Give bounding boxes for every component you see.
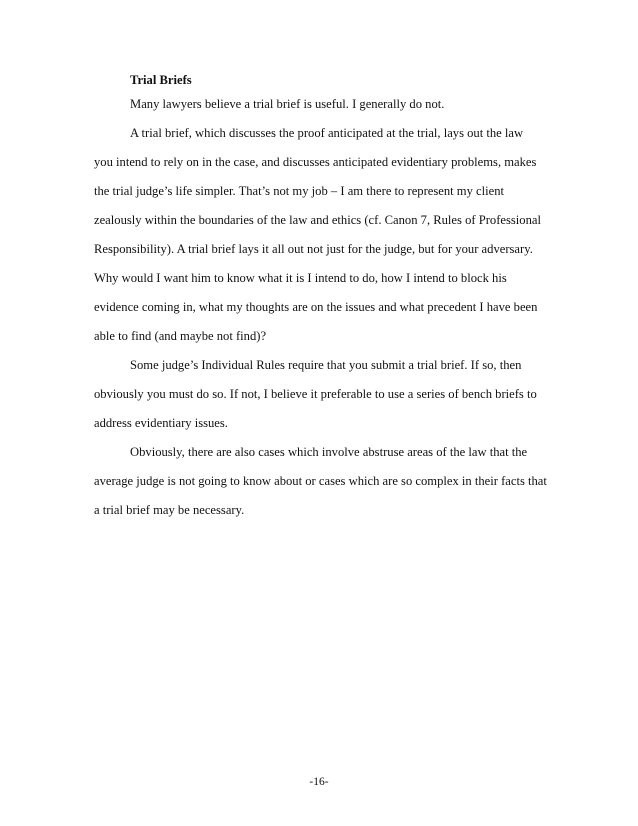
page-number: -16- (309, 776, 329, 788)
paragraph-2-line-7: evidence coming in, what my thoughts are on the issues and what precedent I have been (94, 300, 538, 314)
paragraph-3-line-1: Some judge’s Individual Rules require that you submit a trial brief. If so, then (130, 358, 522, 372)
paragraph-2-line-5: Responsibility). A trial brief lays it all out not just for the judge, but for your adversary. (94, 242, 533, 256)
paragraph-4-line-3: a trial brief may be necessary. (94, 503, 245, 517)
paragraph-2-line-1: A trial brief, which discusses the proof anticipated at the trial, lays out the law (130, 126, 524, 140)
paragraph-2-line-6: Why would I want him to know what it is I intend to do, how I intend to block his (94, 271, 507, 285)
paragraph-2-line-4: zealously within the boundaries of the law and ethics (cf. Canon 7, Rules of Professional (94, 213, 541, 227)
paragraph-1-line-1: Many lawyers believe a trial brief is useful. I generally do not. (130, 97, 445, 111)
document-body (94, 96, 564, 531)
paragraph-2-line-8: able to find (and maybe not find)? (94, 329, 267, 343)
section-heading: Trial Briefs (130, 73, 192, 87)
paragraph-4-line-1: Obviously, there are also cases which involve abstruse areas of the law that the (130, 445, 528, 459)
paragraph-2-line-2: you intend to rely on in the case, and discusses anticipated evidentiary problems, makes (94, 155, 537, 169)
paragraph-2-line-3: the trial judge’s life simpler. That’s not my job – I am there to represent my client (94, 184, 505, 198)
paragraph-4-line-2: average judge is not going to know about or cases which are so complex in their facts that (94, 474, 547, 488)
paragraph-3-line-2: obviously you must do so. If not, I believe it preferable to use a series of bench briefs to (94, 387, 537, 401)
paragraph-3-line-3: address evidentiary issues. (94, 416, 228, 430)
